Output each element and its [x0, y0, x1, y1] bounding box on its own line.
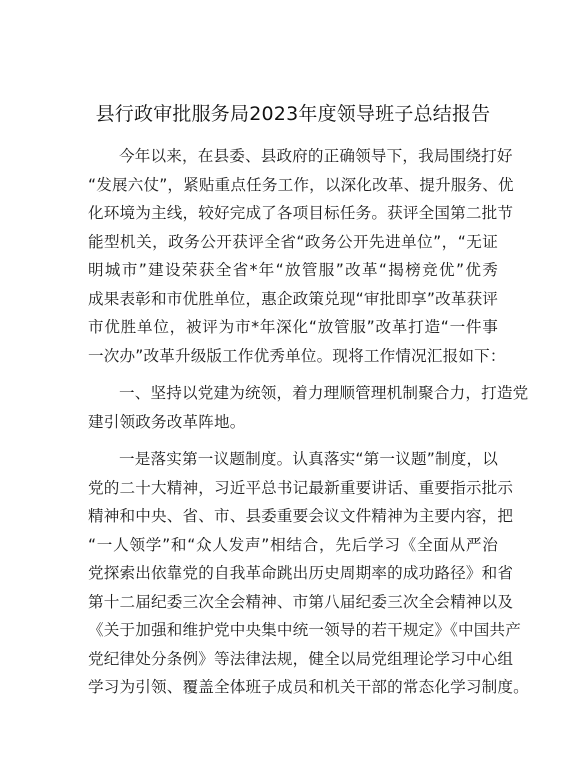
document-title: 县行政审批服务局2023年度领导班子总结报告 — [95, 103, 491, 125]
paragraph-line: 党的二十大精神，习近平总书记最新重要讲话、重要指示批示 — [88, 478, 514, 497]
paragraph-line: 学习为引领、覆盖全体班子成员和机关干部的常态化学习制度。 — [88, 678, 529, 696]
paragraph-line: 一次办”改革升级版工作优秀单位。现将工作情况汇报如下： — [88, 346, 506, 365]
paragraph-intro — [88, 142, 514, 370]
paragraph-line: 明城市”建设荣获全省*年“放管服”改革“揭榜竞优”优秀 — [88, 261, 498, 279]
paragraph-line: “发展六仗”，紧贴重点任务工作，以深化改革、提升服务、优 — [88, 175, 514, 194]
document-body — [88, 142, 529, 702]
paragraph-line: 化环境为主线，较好完成了各项目标任务。获评全国第二批节 — [88, 204, 514, 222]
section-heading-1 — [88, 379, 529, 436]
paragraph-line: 建引领政务改革阵地。 — [88, 412, 246, 431]
paragraph-line: 一是落实第一议题制度。认真落实“第一议题”制度，以 — [119, 450, 498, 468]
paragraph-line: 精神和中央、省、市、县委重要会议文件精神为主要内容，把 — [88, 507, 514, 525]
paragraph-first-topic — [88, 445, 529, 702]
paragraph-line: 党纪律处分条例》等法律法规，健全以局党组理论学习中心组 — [88, 649, 514, 668]
paragraph-line: 党探索出依靠党的自我革命跳出历史周期率的成功路径》和省 — [88, 564, 514, 582]
paragraph-line: 一、坚持以党建为统领，着力理顺管理机制聚合力，打造党 — [119, 384, 529, 402]
paragraph-line: 能型机关，政务公开获评全省“政务公开先进单位”，“无证 — [88, 232, 498, 251]
paragraph-line: 市优胜单位，被评为市*年深化“放管服”改革打造“一件事 — [88, 318, 498, 336]
paragraph-line: 第十二届纪委三次全会精神、市第八届纪委三次全会精神以及 — [88, 592, 514, 611]
paragraph-line: 成果表彰和市优胜单位，惠企政策兑现“审批即享”改革获评 — [88, 289, 499, 308]
paragraph-line: “一人领学”和“众人发声”相结合，先后学习《全面从严治 — [88, 535, 498, 554]
paragraph-line: 今年以来，在县委、县政府的正确领导下，我局围绕打好 — [119, 147, 513, 165]
paragraph-line: 《关于加强和维护党中央集中统一领导的若干规定》《中国共产 — [88, 621, 522, 639]
